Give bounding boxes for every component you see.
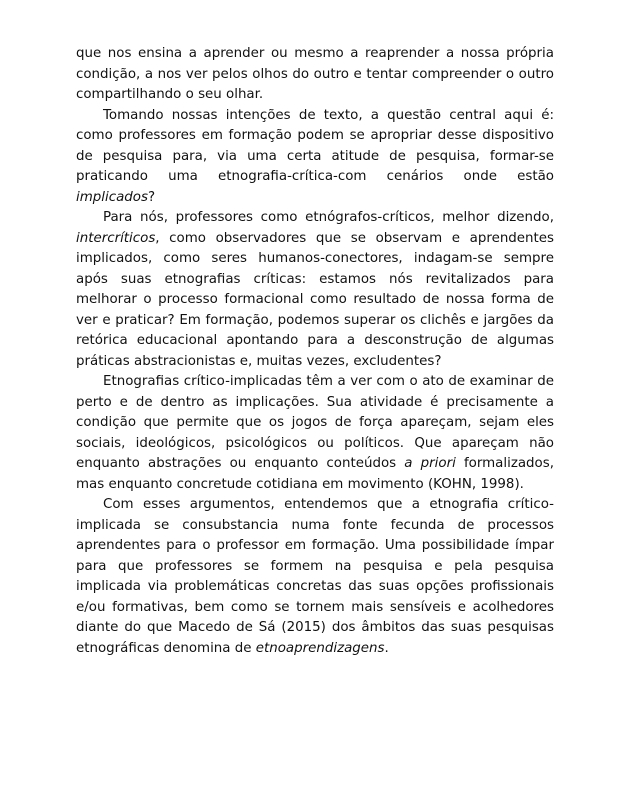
paragraph-3-emphasis: intercríticos <box>76 230 156 246</box>
paragraph-4 <box>76 372 554 495</box>
paragraph-3 <box>76 208 554 372</box>
paragraph-3-end: , como observadores que se observam e aprendentes implicados, como seres humanos-conectores, indagam-se sempre após suas etnografias críticas: estamos nós revitalizados para melhorar o processo formacional como resultado de nossa forma de ver e praticar? Em formação, podemos superar os clichês e jargões da retórica educacional apontando para a desconstrução de algumas práticas abstracionistas e, muitas vezes, excludentes? <box>76 230 554 369</box>
paragraph-5-emphasis: etnoaprendizagens <box>255 640 385 656</box>
paragraph-1 <box>76 44 554 106</box>
paragraph-4-emphasis: a priori <box>404 456 456 471</box>
paragraph-4-end: formalizados, mas enquanto concretude cotidiana em movimento (KOHN, 1998). <box>76 456 554 492</box>
paragraph-5-text: Com esses argumentos, entendemos que a etnografia crítico-implicada se consubstancia numa fonte fecunda de processos aprendentes para o professor em formação. Uma possibilidade ímpar para que professores se formem na pesquisa e pela pesquisa implicada via problemáticas concretas das suas opções profissionais e/ou formativas, bem como se tornem mais sensíveis e acolhedores diante do que Macedo de Sá (2015) dos âmbitos das suas pesquisas etnográficas denomina de <box>76 497 554 656</box>
paragraph-2-text: Tomando nossas intenções de texto, a questão central aqui é: como professores em formação podem se apropriar desse dispositivo de pesquisa para, via uma certa atitude de pesquisa, formar-se praticando uma etnografia-crítica-com cenários onde estão <box>76 107 554 184</box>
paragraph-5 <box>76 495 554 659</box>
paragraph-2-emphasis: implicados <box>76 189 148 205</box>
paragraph-2 <box>76 106 554 209</box>
document-body <box>76 44 554 659</box>
paragraph-3-text: Para nós, professores como etnógrafos-críticos, melhor dizendo, <box>103 210 554 225</box>
paragraph-1-text: que nos ensina a aprender ou mesmo a reaprender a nossa própria condição, a nos ver pelos olhos do outro e tentar compreender o outro compartilhando o seu olhar. <box>76 46 554 102</box>
paragraph-2-end: ? <box>147 189 156 205</box>
paragraph-4-text: Etnografias crítico-implicadas têm a ver com o ato de examinar de perto e de dentro as implicações. Sua atividade é precisamente a condição que permite que os jogos de força apareçam, sejam eles sociais, ideológicos, psicológicos ou políticos. Que apareçam não enquanto abstrações ou enquanto conteúdos <box>76 374 554 471</box>
paragraph-5-end: . <box>384 640 389 656</box>
